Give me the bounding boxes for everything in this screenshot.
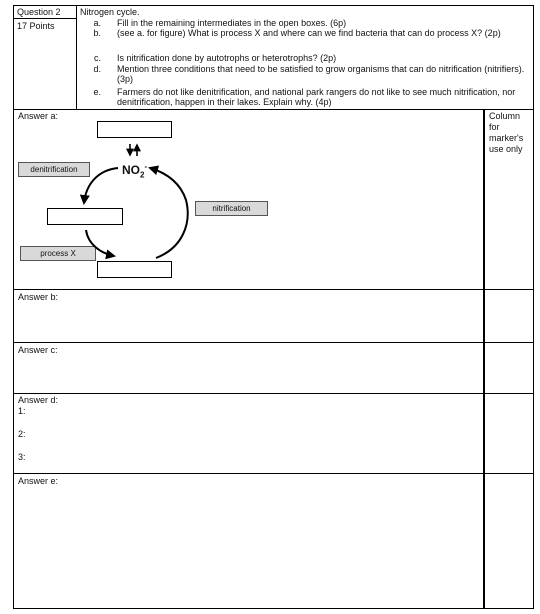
- answer-d-item-3: 3:: [18, 452, 26, 462]
- item-text: Fill in the remaining intermediates in the open boxes. (6p): [117, 18, 347, 28]
- answer-a-label: Answer a:: [18, 111, 59, 121]
- answer-d-item-1: 1:: [18, 406, 26, 416]
- answer-d-item-2: 2:: [18, 429, 26, 439]
- item-text: Mention three conditions that need to be satisfied to grow organisms that can do nitrification (nitrifiers). (3p): [117, 64, 525, 84]
- nitrification-arrow: [150, 168, 188, 258]
- no2-charge: -: [144, 162, 148, 171]
- question-title: Nitrogen cycle.: [80, 7, 140, 17]
- process-x-label: process X: [20, 246, 96, 261]
- marker-column-label: Column for marker's use only: [489, 111, 524, 154]
- answer-b-label: Answer b:: [18, 292, 59, 302]
- item-letter: e.: [93, 87, 101, 97]
- answer-d-label: Answer d:: [18, 395, 59, 405]
- process-x-arrow: [86, 230, 114, 256]
- no2-main: NO: [122, 163, 140, 177]
- denitrification-arrow: [84, 168, 118, 203]
- item-letter: d.: [93, 64, 101, 74]
- no2-subscript: 2: [140, 170, 145, 180]
- item-text: Is nitrification done by autotrophs or heterotrophs? (2p): [117, 53, 337, 63]
- denitrification-label: denitrification: [18, 162, 90, 177]
- item-letter: a.: [93, 18, 101, 28]
- answer-e-label: Answer e:: [18, 476, 59, 486]
- question-label: Question 2: [17, 7, 61, 17]
- item-text: (see a. for figure) What is process X and where can we find bacteria that can do process X? (2p): [117, 28, 501, 38]
- nitrification-label: nitrification: [195, 201, 268, 216]
- item-letter: c.: [93, 53, 101, 63]
- points-label: 17 Points: [17, 21, 55, 31]
- answer-c-label: Answer c:: [18, 345, 58, 355]
- item-letter: b.: [93, 28, 101, 38]
- item-text: Farmers do not like denitrification, and national park rangers do not like to see much nitrification, nor denitrification, happen in their lakes. Explain why. (4p): [117, 87, 516, 107]
